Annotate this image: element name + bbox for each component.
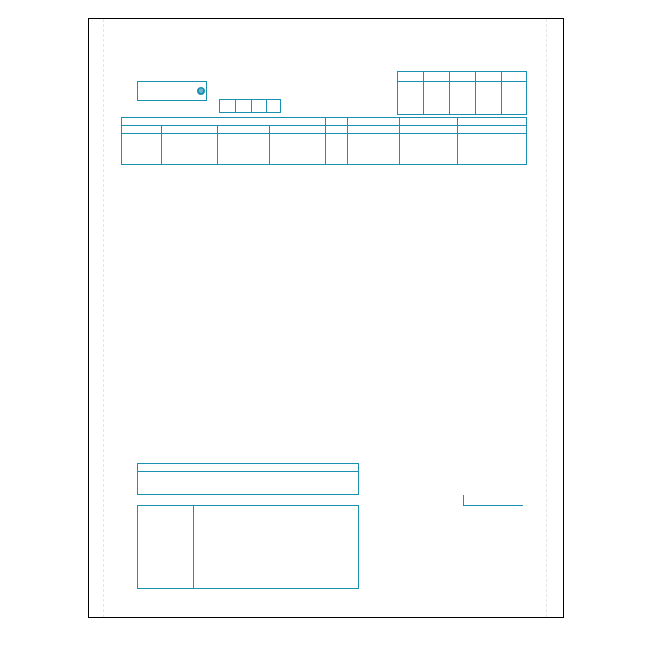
code-mark-icon: ◎ — [198, 88, 204, 94]
owner-box[interactable] — [137, 505, 359, 589]
approval-box — [397, 71, 527, 115]
office-code-input[interactable] — [219, 99, 281, 113]
left-perforation — [103, 19, 104, 617]
form-sheet — [88, 18, 564, 618]
sr-box[interactable] — [137, 463, 359, 495]
left-tractor-strip — [0, 0, 26, 650]
right-tractor-strip — [624, 0, 650, 650]
right-perforation — [546, 19, 547, 617]
